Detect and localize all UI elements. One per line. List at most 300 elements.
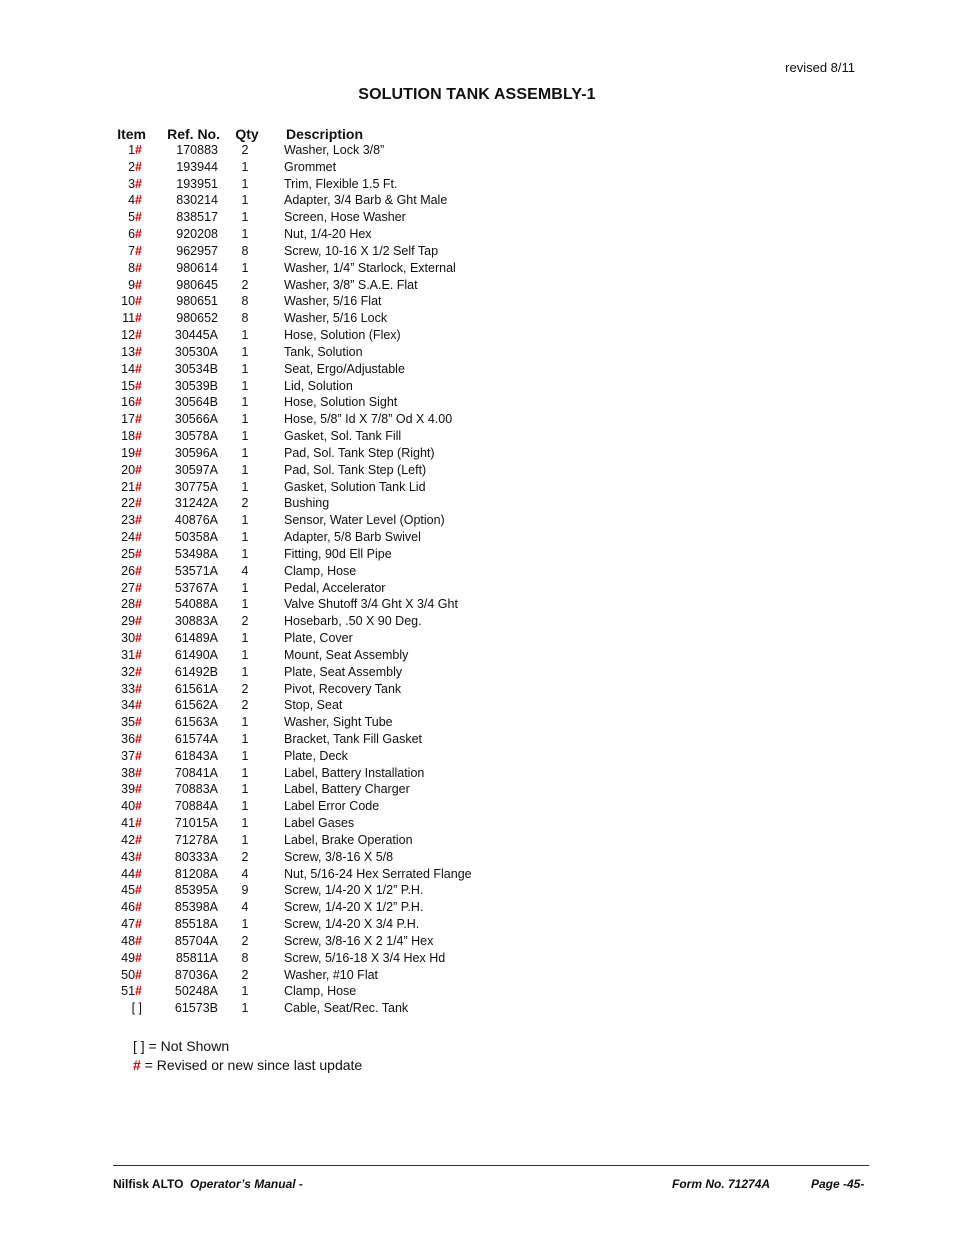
header-description: Description <box>286 126 364 142</box>
table-row <box>108 630 528 647</box>
table-row <box>108 445 528 462</box>
item-number <box>108 596 142 613</box>
item-number-value: 38 <box>121 765 136 780</box>
description: Screw, 10-16 X 1/2 Self Tap <box>284 243 439 258</box>
item-number-value: 33 <box>121 681 136 696</box>
ref-number: 87036A <box>174 967 218 982</box>
item-number-value: 47 <box>121 917 136 932</box>
table-row <box>108 142 528 159</box>
table-row <box>108 899 528 916</box>
item-number <box>108 563 142 580</box>
quantity: 1 <box>241 328 249 343</box>
description: Clamp, Hose <box>284 984 357 999</box>
revised-mark: # <box>135 429 142 444</box>
quantity: 1 <box>241 546 249 561</box>
quantity: 8 <box>241 950 249 965</box>
ref-number: 830214 <box>176 193 218 208</box>
table-row <box>108 765 528 782</box>
item-number-value: 23 <box>121 513 136 528</box>
description: Stop, Seat <box>284 698 343 713</box>
header-ref-no: Ref. No. <box>167 126 220 142</box>
revised-mark: # <box>135 698 142 713</box>
ref-number: 61562A <box>174 698 218 713</box>
ref-number: 61561A <box>174 681 218 696</box>
item-number-value: 8 <box>128 260 136 275</box>
table-row <box>108 344 528 361</box>
description: Screw, 1/4-20 X 3/4 P.H. <box>284 917 420 932</box>
revised-mark: # <box>135 782 142 797</box>
revised-mark: # <box>135 361 142 376</box>
quantity: 9 <box>241 883 249 898</box>
description: Washer, 1/4” Starlock, External <box>284 260 456 275</box>
description: Mount, Seat Assembly <box>284 647 409 662</box>
description: Clamp, Hose <box>284 563 357 578</box>
quantity: 1 <box>241 799 249 814</box>
description: Label, Battery Charger <box>284 782 410 797</box>
quantity: 2 <box>241 967 249 982</box>
quantity: 8 <box>241 243 249 258</box>
description: Plate, Cover <box>284 631 353 646</box>
revised-mark: # <box>135 597 142 612</box>
item-number-value: 24 <box>121 530 136 545</box>
table-row <box>108 832 528 849</box>
table-row <box>108 967 528 984</box>
table-row <box>108 159 528 176</box>
revised-mark: # <box>135 731 142 746</box>
quantity: 1 <box>241 479 249 494</box>
quantity: 1 <box>241 597 249 612</box>
quantity: 1 <box>241 816 249 831</box>
quantity: 1 <box>241 664 249 679</box>
ref-number: 71278A <box>174 832 218 847</box>
revised-mark: # <box>135 647 142 662</box>
header-qty: Qty <box>235 126 259 142</box>
quantity: 1 <box>241 159 249 174</box>
revised-mark: # <box>135 344 142 359</box>
quantity: 1 <box>241 1001 249 1016</box>
table-row <box>108 529 528 546</box>
quantity: 1 <box>241 765 249 780</box>
ref-number: 170883 <box>176 143 218 157</box>
item-number <box>108 327 142 344</box>
ref-number: 30445A <box>174 328 218 343</box>
ref-number: 53498A <box>174 546 218 561</box>
item-number <box>108 748 142 765</box>
revised-mark: # <box>133 1057 141 1073</box>
ref-number: 193944 <box>176 159 218 174</box>
quantity: 1 <box>241 210 249 225</box>
item-number <box>108 226 142 243</box>
ref-number: 61574A <box>174 731 218 746</box>
table-row <box>108 950 528 967</box>
revised-mark: # <box>135 614 142 629</box>
table-row <box>108 394 528 411</box>
quantity: 1 <box>241 513 249 528</box>
footer-form-number: Form No. 71274A <box>672 1177 771 1191</box>
description: Screw, 1/4-20 X 1/2” P.H. <box>284 900 424 915</box>
revised-mark: # <box>135 748 142 763</box>
table-row <box>108 310 528 327</box>
ref-number: 61573B <box>174 1001 218 1016</box>
quantity: 1 <box>241 715 249 730</box>
quantity: 1 <box>241 462 249 477</box>
revised-mark: # <box>135 311 142 326</box>
table-row <box>108 243 528 260</box>
item-number-value: 43 <box>121 849 136 864</box>
revised-mark: # <box>135 933 142 948</box>
description: Gasket, Sol. Tank Fill <box>284 429 402 444</box>
item-number <box>108 209 142 226</box>
ref-number: 70884A <box>174 799 218 814</box>
footer-manual: Operator’s Manual - <box>190 1177 303 1191</box>
table-header <box>108 126 528 142</box>
item-number <box>108 714 142 731</box>
description: Nut, 1/4-20 Hex <box>284 227 372 242</box>
table-row <box>108 798 528 815</box>
quantity: 1 <box>241 344 249 359</box>
item-number <box>108 765 142 782</box>
description: Washer, Sight Tube <box>284 715 393 730</box>
item-number <box>108 950 142 967</box>
item-number-value: 51 <box>121 984 136 999</box>
ref-number: 980652 <box>176 311 218 326</box>
revised-mark: # <box>135 849 142 864</box>
revised-mark: # <box>135 227 142 242</box>
item-number <box>108 849 142 866</box>
ref-number: 30596A <box>174 445 218 460</box>
quantity: 1 <box>241 445 249 460</box>
description: Gasket, Solution Tank Lid <box>284 479 426 494</box>
ref-number: 80333A <box>174 849 218 864</box>
table-row <box>108 176 528 193</box>
ref-number: 920208 <box>176 227 218 242</box>
revised-mark: # <box>135 260 142 275</box>
revised-mark: # <box>135 243 142 258</box>
legend <box>133 1037 362 1075</box>
quantity: 1 <box>241 580 249 595</box>
item-number-value: 37 <box>121 748 136 763</box>
item-number <box>108 731 142 748</box>
table-row <box>108 512 528 529</box>
table-row <box>108 731 528 748</box>
description: Hose, Solution Sight <box>284 395 398 410</box>
table-row <box>108 495 528 512</box>
revised-mark: # <box>135 445 142 460</box>
quantity: 4 <box>241 866 249 881</box>
item-number <box>108 664 142 681</box>
item-number <box>108 445 142 462</box>
item-number <box>108 882 142 899</box>
ref-number: 30564B <box>174 395 218 410</box>
quantity: 2 <box>241 698 249 713</box>
header-item: Item <box>117 126 146 142</box>
ref-number: 54088A <box>174 597 218 612</box>
description: Bracket, Tank Fill Gasket <box>284 731 423 746</box>
item-number <box>108 192 142 209</box>
item-number <box>108 344 142 361</box>
item-number <box>108 479 142 496</box>
description: Cable, Seat/Rec. Tank <box>284 1001 409 1016</box>
revised-mark: # <box>135 395 142 410</box>
item-number-value: 48 <box>121 933 136 948</box>
page-title: SOLUTION TANK ASSEMBLY-1 <box>358 86 596 103</box>
table-row <box>108 866 528 883</box>
ref-number: 30775A <box>174 479 218 494</box>
ref-number: 30534B <box>174 361 218 376</box>
table-row <box>108 546 528 563</box>
description: Pad, Sol. Tank Step (Left) <box>284 462 427 477</box>
quantity: 4 <box>241 563 249 578</box>
revised-mark: # <box>135 277 142 292</box>
quantity: 1 <box>241 647 249 662</box>
item-number <box>108 647 142 664</box>
table-row <box>108 378 528 395</box>
footer-brand: Nilfisk ALTO <box>113 1177 184 1191</box>
quantity: 1 <box>241 260 249 275</box>
revised-mark: # <box>135 866 142 881</box>
quantity: 2 <box>241 614 249 629</box>
item-number-value: 34 <box>121 698 136 713</box>
description: Screw, 3/8-16 X 5/8 <box>284 849 394 864</box>
revision-note: revised 8/11 <box>785 60 855 75</box>
ref-number: 85518A <box>174 917 218 932</box>
item-number-value: 14 <box>121 361 136 376</box>
quantity: 1 <box>241 748 249 763</box>
quantity: 2 <box>241 277 249 292</box>
item-number <box>108 866 142 883</box>
description: Screw, 3/8-16 X 2 1/4” Hex <box>284 933 434 948</box>
revised-mark: # <box>135 193 142 208</box>
table-row <box>108 209 528 226</box>
table-row <box>108 580 528 597</box>
item-number <box>108 899 142 916</box>
ref-number: 85395A <box>174 883 218 898</box>
item-number-value: 41 <box>121 816 136 831</box>
item-number <box>108 260 142 277</box>
description: Lid, Solution <box>284 378 353 393</box>
description: Washer, Lock 3/8” <box>284 143 385 157</box>
ref-number: 61489A <box>174 631 218 646</box>
item-number-value: 7 <box>128 243 136 258</box>
table-row <box>108 613 528 630</box>
item-number <box>108 495 142 512</box>
quantity: 2 <box>241 496 249 511</box>
item-number <box>108 243 142 260</box>
description: Washer, 5/16 Flat <box>284 294 382 309</box>
table-body <box>108 142 528 1017</box>
quantity: 8 <box>241 311 249 326</box>
item-number <box>108 411 142 428</box>
quantity: 1 <box>241 361 249 376</box>
ref-number: 85704A <box>174 933 218 948</box>
item-number-value: 9 <box>128 277 136 292</box>
table-row <box>108 462 528 479</box>
quantity: 2 <box>241 933 249 948</box>
item-number <box>108 142 142 159</box>
ref-number: 53767A <box>174 580 218 595</box>
description: Label, Battery Installation <box>284 765 425 780</box>
table-row <box>108 293 528 310</box>
revised-mark: # <box>135 143 142 157</box>
table-row <box>108 983 528 1000</box>
item-number <box>108 916 142 933</box>
revised-mark: # <box>135 378 142 393</box>
table-row <box>108 428 528 445</box>
revised-mark: # <box>135 631 142 646</box>
item-number-value: 50 <box>121 967 136 982</box>
table-row <box>108 681 528 698</box>
description: Pad, Sol. Tank Step (Right) <box>284 445 435 460</box>
ref-number: 70841A <box>174 765 218 780</box>
ref-number: 53571A <box>174 563 218 578</box>
table-row <box>108 226 528 243</box>
description: Grommet <box>284 159 337 174</box>
item-number <box>108 512 142 529</box>
table-row <box>108 815 528 832</box>
item-number-value: 10 <box>121 294 136 309</box>
item-number-value: 36 <box>121 731 136 746</box>
description: Pivot, Recovery Tank <box>284 681 402 696</box>
item-number-value: 5 <box>128 210 136 225</box>
item-number <box>108 1000 142 1017</box>
ref-number: 980614 <box>176 260 218 275</box>
table-row <box>108 192 528 209</box>
item-number-value: 19 <box>121 445 136 460</box>
item-number-value: 46 <box>121 900 136 915</box>
ref-number: 193951 <box>176 176 218 191</box>
ref-number: 980645 <box>176 277 218 292</box>
description: Tank, Solution <box>284 344 363 359</box>
quantity: 1 <box>241 429 249 444</box>
description: Washer, #10 Flat <box>284 967 379 982</box>
quantity: 1 <box>241 782 249 797</box>
description: Pedal, Accelerator <box>284 580 386 595</box>
quantity: 2 <box>241 849 249 864</box>
item-number <box>108 933 142 950</box>
ref-number: 61843A <box>174 748 218 763</box>
revised-mark: # <box>135 967 142 982</box>
item-number-value: 26 <box>121 563 136 578</box>
ref-number: 30539B <box>174 378 218 393</box>
item-number <box>108 781 142 798</box>
description: Washer, 5/16 Lock <box>284 311 388 326</box>
item-number-value: 40 <box>121 799 136 814</box>
item-number <box>108 293 142 310</box>
item-number <box>108 967 142 984</box>
item-number-value: [ ] <box>131 1001 142 1016</box>
quantity: 2 <box>241 681 249 696</box>
description: Washer, 3/8” S.A.E. Flat <box>284 277 418 292</box>
table-row <box>108 916 528 933</box>
item-number-value: 39 <box>121 782 136 797</box>
quantity: 1 <box>241 832 249 847</box>
revised-mark: # <box>135 950 142 965</box>
ref-number: 30578A <box>174 429 218 444</box>
description: Nut, 5/16-24 Hex Serrated Flange <box>284 866 472 881</box>
table-row <box>108 882 528 899</box>
ref-number: 81208A <box>174 866 218 881</box>
revised-mark: # <box>135 832 142 847</box>
quantity: 4 <box>241 900 249 915</box>
table-row <box>108 933 528 950</box>
item-number <box>108 832 142 849</box>
revised-mark: # <box>135 917 142 932</box>
revised-mark: # <box>135 681 142 696</box>
item-number <box>108 580 142 597</box>
item-number <box>108 815 142 832</box>
description: Screw, 1/4-20 X 1/2” P.H. <box>284 883 424 898</box>
ref-number: 40876A <box>174 513 218 528</box>
item-number-value: 6 <box>128 227 136 242</box>
ref-number: 61490A <box>174 647 218 662</box>
revised-mark: # <box>135 462 142 477</box>
item-number-value: 4 <box>128 193 136 208</box>
item-number-value: 28 <box>121 597 136 612</box>
item-number-value: 45 <box>121 883 136 898</box>
revised-mark: # <box>135 816 142 831</box>
quantity: 8 <box>241 294 249 309</box>
table-row <box>108 479 528 496</box>
revised-mark: # <box>135 664 142 679</box>
table-row <box>108 849 528 866</box>
description: Seat, Ergo/Adjustable <box>284 361 405 376</box>
quantity: 1 <box>241 631 249 646</box>
item-number-value: 15 <box>121 378 136 393</box>
description: Screw, 5/16-18 X 3/4 Hex Hd <box>284 950 446 965</box>
description: Hose, Solution (Flex) <box>284 328 401 343</box>
table-row <box>108 563 528 580</box>
revised-mark: # <box>135 328 142 343</box>
item-number-value: 18 <box>121 429 136 444</box>
item-number <box>108 983 142 1000</box>
quantity: 1 <box>241 984 249 999</box>
table-row <box>108 748 528 765</box>
description: Bushing <box>284 496 330 511</box>
ref-number: 61492B <box>174 664 218 679</box>
ref-number: 50248A <box>174 984 218 999</box>
item-number-value: 32 <box>121 664 136 679</box>
ref-number: 30530A <box>174 344 218 359</box>
item-number-value: 35 <box>121 715 136 730</box>
ref-number: 30597A <box>174 462 218 477</box>
revised-mark: # <box>135 513 142 528</box>
revised-mark: # <box>135 765 142 780</box>
ref-number: 30883A <box>174 614 218 629</box>
quantity: 1 <box>241 193 249 208</box>
revised-mark: # <box>135 580 142 595</box>
item-number <box>108 630 142 647</box>
revised-mark: # <box>135 883 142 898</box>
item-number <box>108 546 142 563</box>
item-number <box>108 378 142 395</box>
item-number-value: 3 <box>128 176 136 191</box>
item-number-value: 25 <box>121 546 136 561</box>
revised-mark: # <box>135 412 142 427</box>
item-number-value: 20 <box>121 462 136 477</box>
description: Trim, Flexible 1.5 Ft. <box>284 176 398 191</box>
ref-number: 30566A <box>174 412 218 427</box>
revised-mark: # <box>135 984 142 999</box>
description: Sensor, Water Level (Option) <box>284 513 445 528</box>
description: Screen, Hose Washer <box>284 210 406 225</box>
revised-mark: # <box>135 294 142 309</box>
item-number-value: 31 <box>121 647 136 662</box>
table-row <box>108 327 528 344</box>
item-number-value: 27 <box>121 580 136 595</box>
description: Label, Brake Operation <box>284 832 413 847</box>
ref-number: 85811A <box>175 950 218 965</box>
item-number-value: 30 <box>121 631 136 646</box>
